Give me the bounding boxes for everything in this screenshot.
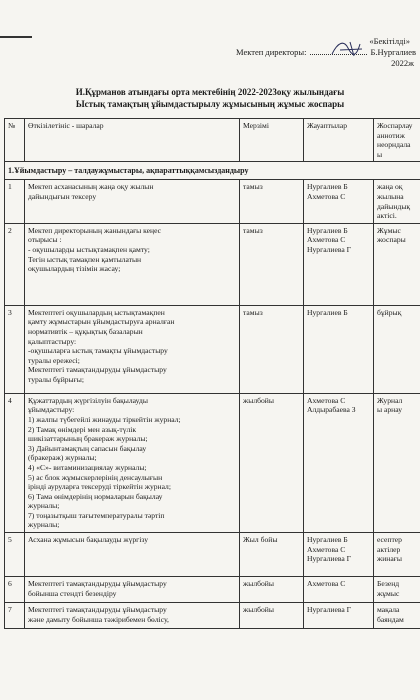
- row-activity: Асхана жұмысын бақылауды жүргізу: [25, 533, 240, 577]
- row-number: 2: [5, 223, 25, 305]
- director-line: [236, 47, 420, 58]
- row-term: жылбойы: [240, 603, 304, 629]
- plan-table: [4, 118, 420, 629]
- heading-line-1: И.Құрманов атындағы орта мектебінің 2022-2023оқу жылындағы: [75, 87, 345, 97]
- row-term: тамыз: [240, 305, 304, 393]
- director-label: Мектеп директоры:: [236, 47, 307, 57]
- row-result: Жұмыс жоспары: [374, 223, 420, 305]
- row-activity: Мектеп асханасының жаңа оқу жылын дайындығын тексеру: [25, 180, 240, 223]
- heading-line-2: Ыстық тамақтың ұйымдастырылу жұмысының жұмыс жоспары: [75, 99, 345, 109]
- table-row: [5, 180, 420, 223]
- row-responsible: Ахметова С: [304, 577, 374, 603]
- header-activity: Өткізілетініс - шаралар: [25, 119, 240, 162]
- row-responsible: Нургалиев Б Ахметова С Нургалиева Г: [304, 223, 374, 305]
- row-activity: Құжаттардың жүргізілуін бақылауды ұйымдастыру: 1) жалпы түбегейлі жинауды тіркейтін журнал; 2) Тамақ өнімдері мен азық-түлік шикізаттарының бракераж журналы; 3) Дайынтамақтың сапасын бақылау (бракераж) журналы; 4) «С»- витаминизациялау журналы; 5) ас блок жұмыскерлерінің денсаулығын ірінді ауруларға тексеруді тіркейтін журнал; 6) Тама өнімдерінің нормаларын бақылау журналы; 7) тоңазытқыш тағытемпературалы тәртіп журналы;: [25, 393, 240, 532]
- table-header-row: [5, 119, 420, 162]
- table-row: [5, 577, 420, 603]
- row-result: бұйрық: [374, 305, 420, 393]
- row-responsible: Нургалиев Б Ахметова С: [304, 180, 374, 223]
- row-number: 1: [5, 180, 25, 223]
- approval-block: [236, 36, 420, 69]
- table-row: [5, 603, 420, 629]
- row-activity: Мектептегі тамақтандыруды ұйымдастыру және дамыту бойынша тәжірибемен бөлісу,: [25, 603, 240, 629]
- table-row: [5, 305, 420, 393]
- row-term: тамыз: [240, 223, 304, 305]
- director-signature: [330, 38, 366, 60]
- table-row: [5, 533, 420, 577]
- header-number: №: [5, 119, 25, 162]
- row-responsible: Нургалиев Б: [304, 305, 374, 393]
- header-responsible: Жауаптылар: [304, 119, 374, 162]
- row-number: 4: [5, 393, 25, 532]
- row-term: жылбойы: [240, 393, 304, 532]
- section-title: 1.Ұйымдастыру – талдаужұмыстары, ақпараттыққамсыздандыру: [5, 162, 420, 180]
- row-result: мақала баяндам: [374, 603, 420, 629]
- approval-stamp: «Бекітілді»: [369, 36, 410, 46]
- header-term: Мерзімі: [240, 119, 304, 162]
- row-activity: Мектептегі тамақтандыруды ұйымдастыру бойынша стендті безендіру: [25, 577, 240, 603]
- row-responsible: Нургалиева Г: [304, 603, 374, 629]
- row-activity: Мектеп директорының жанындағы кеңес отырысы : - оқушыларды ыстықтамақпен қамту; Тегін ыстық тамақпен қамтылатын оқушылардың тізімін жасау;: [25, 223, 240, 305]
- row-responsible: Нургалиев Б Ахметова С Нургалиева Г: [304, 533, 374, 577]
- approval-year: 2022ж: [391, 58, 414, 68]
- row-number: 3: [5, 305, 25, 393]
- document-heading: [0, 86, 420, 110]
- row-number: 7: [5, 603, 25, 629]
- row-result: есептер актілер жинағы: [374, 533, 420, 577]
- director-name: Б.Нургалиев: [370, 47, 416, 57]
- row-number: 6: [5, 577, 25, 603]
- row-term: тамыз: [240, 180, 304, 223]
- row-result: Безенд жұмыс: [374, 577, 420, 603]
- table-row: [5, 393, 420, 532]
- header-result: Жоспарлау аннотиж неорндала ы: [374, 119, 420, 162]
- row-result: жаңа оқ жылына дайындық актісі.: [374, 180, 420, 223]
- row-number: 5: [5, 533, 25, 577]
- row-responsible: Ахметова С Алдырабаева З: [304, 393, 374, 532]
- row-result: Журнал ы арнау: [374, 393, 420, 532]
- top-rule: [0, 36, 32, 38]
- row-term: Жыл бойы: [240, 533, 304, 577]
- row-activity: Мектептегі оқушылардың ыстықтамақпен қамту жұмыстарын ұйымдастыруға арналған нормативтік – құқықтық базаларын қалыптастыру: -оқушыларға ыстық тамақты ұйымдастыру туралы ережесі; Мектептегі тамақтандыруды ұйымдастыру туралы бұйрығы;: [25, 305, 240, 393]
- table-row: [5, 223, 420, 305]
- row-term: жылбойы: [240, 577, 304, 603]
- section-row: [5, 162, 420, 180]
